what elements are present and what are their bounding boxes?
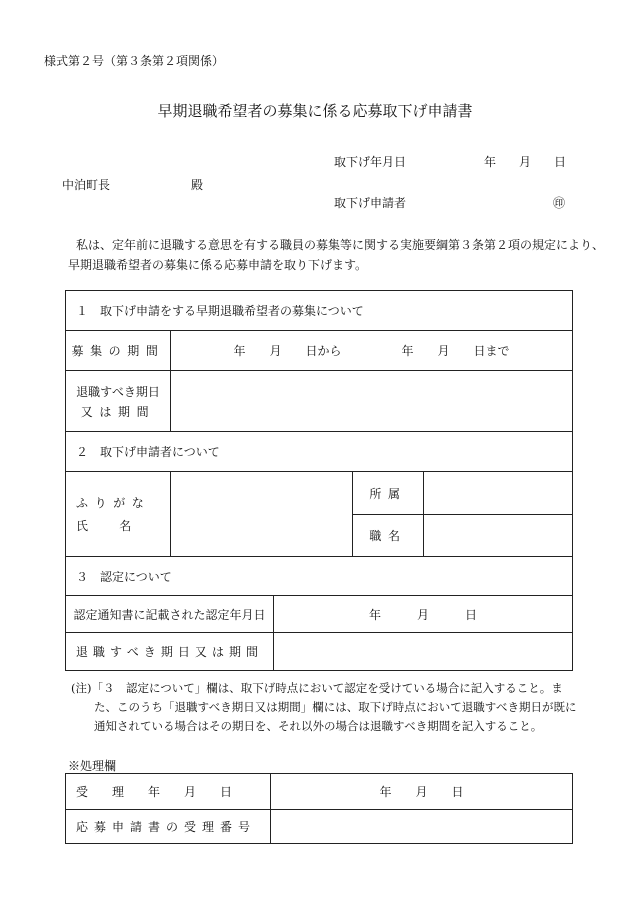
receipt-number-field[interactable] bbox=[271, 810, 573, 844]
receipt-number-label: 応募申請書の受理番号 bbox=[66, 810, 271, 844]
name-label-cell bbox=[66, 472, 171, 557]
position-field[interactable] bbox=[424, 515, 573, 557]
retirement-date-label-line2: 又は期間 bbox=[80, 404, 156, 419]
note-line1: (注)「３ 認定について」欄は、取下げ時点において認定を受けている場合に記入すること。ま bbox=[71, 681, 563, 695]
note-line3: 通知されている場合はその期日を、それ以外の場合は退職すべき期間を記入すること。 bbox=[94, 719, 543, 733]
affiliation-field[interactable] bbox=[424, 472, 573, 515]
processing-heading: ※処理欄 bbox=[68, 759, 117, 773]
honorific: 殿 bbox=[191, 178, 204, 192]
form-number: 様式第２号（第３条第２項関係） bbox=[44, 54, 225, 68]
section3-heading: ３ 認定について bbox=[66, 557, 573, 596]
affiliation-label: 所属 bbox=[353, 472, 424, 515]
applicant-label: 取下げ申請者 bbox=[334, 196, 407, 210]
position-label: 職名 bbox=[353, 515, 424, 557]
retirement-period-label: 退職すべき期日又は期間 bbox=[66, 633, 274, 671]
retirement-date-field[interactable] bbox=[171, 371, 573, 432]
document-title: 早期退職希望者の募集に係る応募取下げ申請書 bbox=[157, 102, 473, 120]
section2-heading: ２ 取下げ申請者について bbox=[66, 432, 573, 472]
application-table bbox=[65, 290, 573, 671]
recruitment-period-label: 募集の期間 bbox=[66, 331, 171, 371]
seal-mark: ㊞ bbox=[553, 196, 566, 210]
retirement-period-field[interactable] bbox=[274, 633, 573, 671]
certification-date-label: 認定通知書に記載された認定年月日 bbox=[66, 596, 274, 633]
note-line2: た、このうち「退職すべき期日又は期間」欄には、取下げ時点において退職すべき期日が既に bbox=[94, 700, 577, 714]
name-field[interactable] bbox=[171, 472, 353, 557]
section1-heading: １ 取下げ申請をする早期退職希望者の募集について bbox=[66, 291, 573, 331]
addressee: 中泊町長 bbox=[62, 178, 111, 192]
received-date-field[interactable]: 年 月 日 bbox=[271, 774, 573, 810]
body-text-line2: 早期退職希望者の募集に係る応募申請を取り下げます。 bbox=[68, 258, 368, 272]
withdrawal-date-month: 月 bbox=[519, 155, 532, 169]
received-date-label: 受 理 年 月 日 bbox=[66, 774, 271, 810]
withdrawal-date-label: 取下げ年月日 bbox=[334, 155, 407, 169]
processing-table bbox=[65, 773, 573, 844]
body-text-line1: 私は、定年前に退職する意思を有する職員の募集等に関する実施要綱第３条第２項の規定により、 bbox=[76, 238, 605, 252]
certification-date-field[interactable]: 年 月 日 bbox=[274, 596, 573, 633]
furigana-label: ふりがな bbox=[76, 496, 151, 510]
name-label: 氏名 bbox=[76, 519, 163, 533]
retirement-date-label bbox=[66, 371, 171, 432]
recruitment-period-field[interactable]: 年 月 日から 年 月 日まで bbox=[171, 331, 573, 371]
retirement-date-label-line1: 退職すべき期日 bbox=[76, 384, 160, 399]
withdrawal-date-year: 年 bbox=[484, 155, 497, 169]
withdrawal-date-day: 日 bbox=[554, 155, 567, 169]
